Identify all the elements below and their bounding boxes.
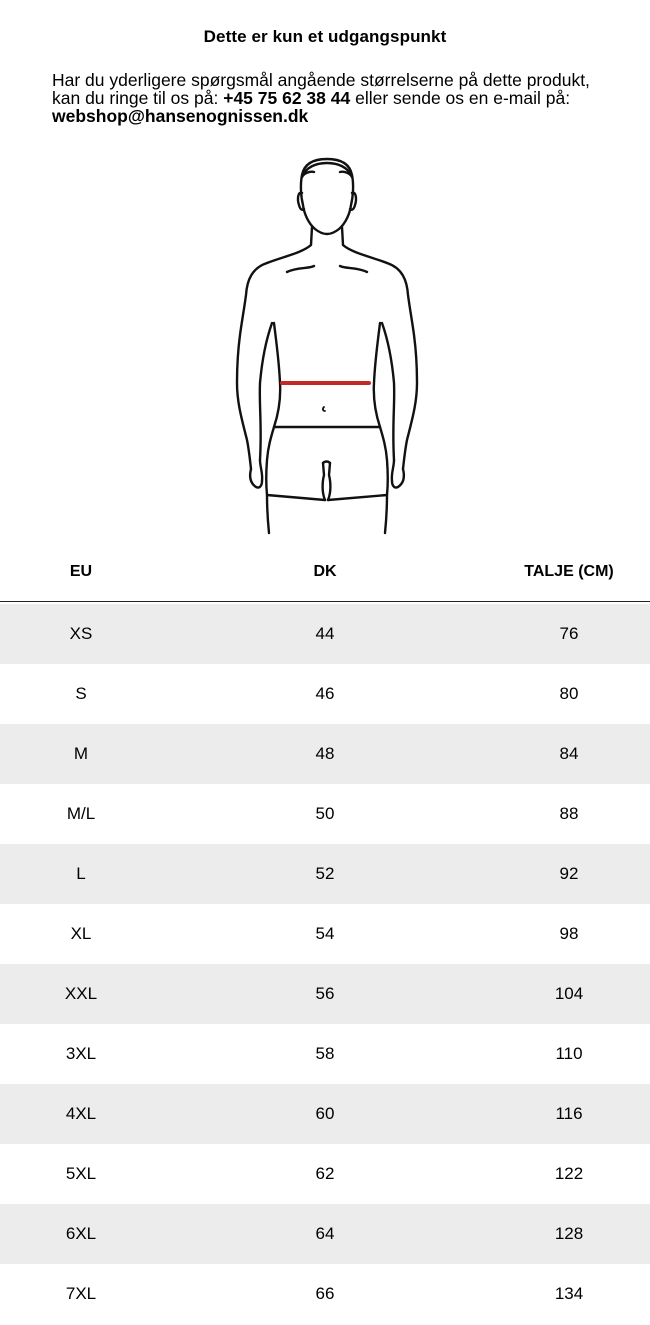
- table-row: [0, 964, 650, 1024]
- cell-waist: 76: [559, 624, 579, 643]
- cell-waist: 110: [555, 1044, 583, 1063]
- column-header-waist: TALJE (CM): [524, 563, 614, 580]
- table-row: [0, 664, 650, 724]
- size-table-body: [0, 604, 650, 1324]
- cell-waist: 122: [554, 1164, 584, 1183]
- cell-waist: 134: [554, 1284, 584, 1303]
- cell-waist: 128: [554, 1224, 584, 1243]
- cell-dk: 46: [315, 684, 335, 703]
- email-address[interactable]: webshop@hansenognissen.dk: [52, 106, 309, 126]
- column-header-dk: DK: [313, 563, 337, 580]
- cell-dk: 62: [315, 1164, 335, 1183]
- table-row: [0, 1144, 650, 1204]
- cell-dk: 58: [315, 1044, 335, 1063]
- intro-text-part: Har du yderligere spørgsmål angående størrelserne på dette produkt, kan du ringe til os på:: [52, 70, 590, 108]
- cell-waist: 104: [554, 984, 584, 1003]
- cell-eu: XL: [70, 924, 92, 943]
- size-table-header: [0, 560, 650, 602]
- cell-dk: 56: [315, 984, 335, 1003]
- cell-eu: M: [73, 744, 89, 763]
- cell-eu: XS: [69, 624, 93, 643]
- intro-text-part: eller sende os en e-mail på:: [350, 88, 571, 108]
- cell-eu: 3XL: [65, 1044, 97, 1063]
- cell-dk: 50: [315, 804, 335, 823]
- table-row: [0, 844, 650, 904]
- intro-text: [52, 71, 612, 125]
- cell-waist: 116: [555, 1104, 583, 1123]
- phone-number[interactable]: +45 75 62 38 44: [223, 88, 351, 108]
- cell-waist: 88: [559, 804, 579, 823]
- table-row: [0, 1264, 650, 1324]
- cell-eu: L: [76, 864, 86, 883]
- cell-eu: 5XL: [65, 1164, 97, 1183]
- table-row: [0, 1204, 650, 1264]
- table-row: [0, 784, 650, 844]
- cell-eu: 4XL: [65, 1104, 97, 1123]
- cell-dk: 54: [315, 924, 335, 943]
- cell-eu: S: [75, 684, 87, 703]
- cell-waist: 92: [559, 864, 579, 883]
- cell-eu: 7XL: [65, 1284, 97, 1303]
- column-header-eu: EU: [69, 563, 93, 580]
- cell-dk: 64: [315, 1224, 335, 1243]
- cell-dk: 60: [315, 1104, 335, 1123]
- cell-waist: 84: [559, 744, 579, 763]
- cell-dk: 66: [315, 1284, 335, 1303]
- cell-waist: 80: [559, 684, 579, 703]
- table-row: [0, 724, 650, 784]
- body-measurement-figure-icon: [232, 155, 422, 537]
- cell-eu: XXL: [64, 984, 98, 1003]
- cell-dk: 48: [315, 744, 335, 763]
- cell-eu: 6XL: [65, 1224, 97, 1243]
- page-title: Dette er kun et udgangspunkt: [203, 27, 447, 46]
- table-row: [0, 1084, 650, 1144]
- table-row: [0, 1024, 650, 1084]
- table-row: [0, 904, 650, 964]
- cell-dk: 44: [315, 624, 335, 643]
- cell-waist: 98: [559, 924, 579, 943]
- table-row: [0, 604, 650, 664]
- cell-dk: 52: [315, 864, 335, 883]
- cell-eu: M/L: [66, 804, 96, 823]
